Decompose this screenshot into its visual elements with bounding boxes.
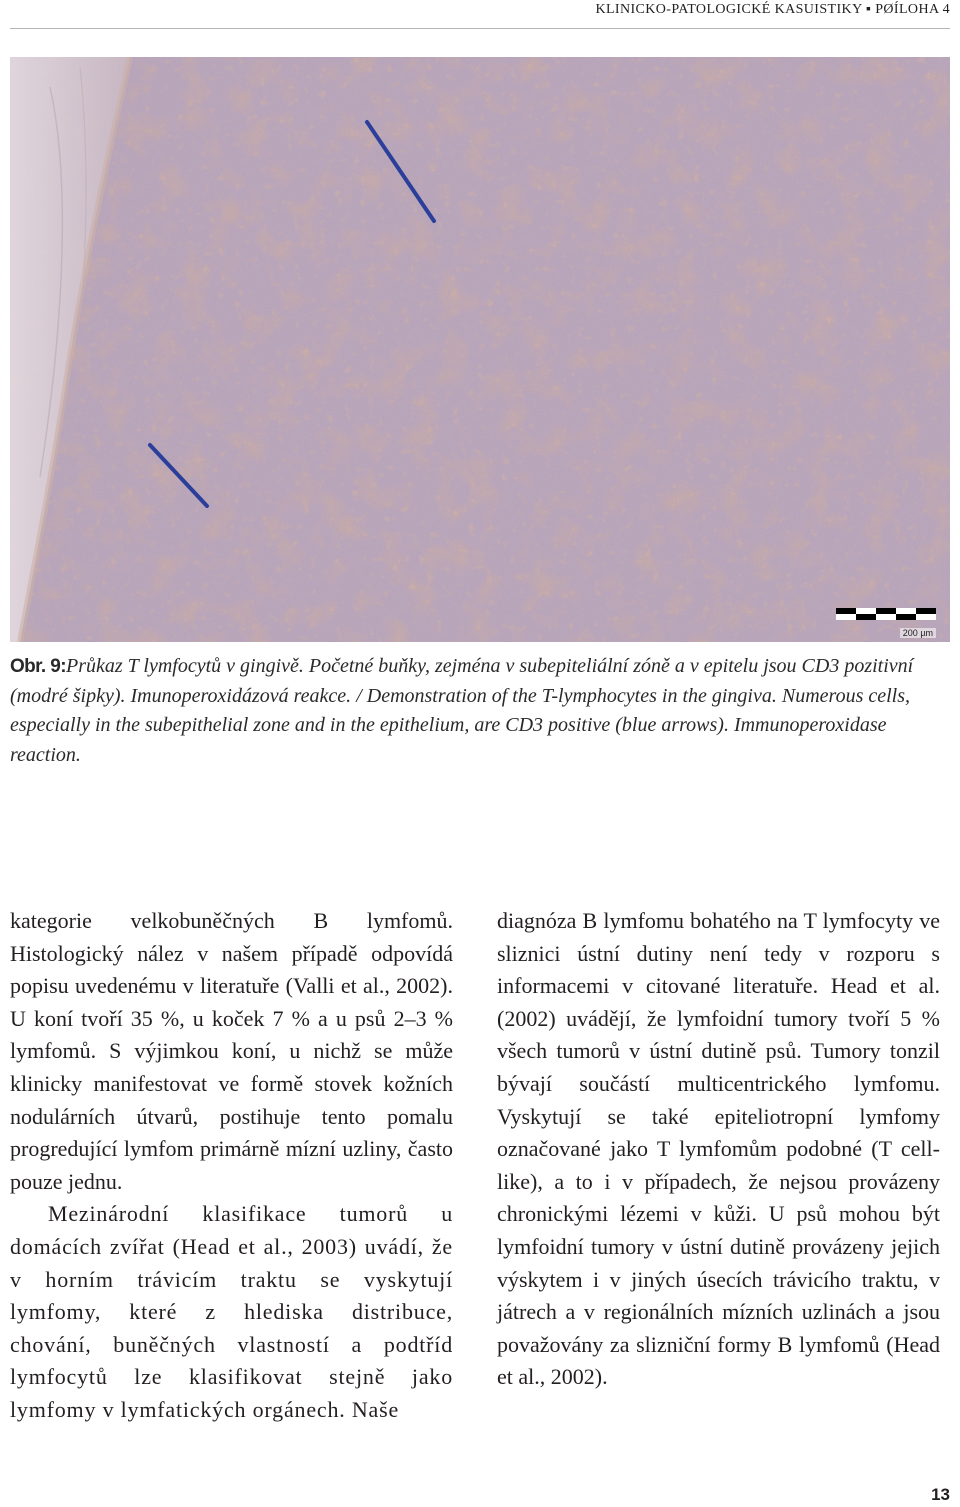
page-number: 13 [931,1485,950,1504]
right-column [497,905,940,1394]
scale-bar-label: 200 µm [900,628,936,638]
right-paragraph-1: diagnóza B lymfomu bohatého na T lymfocyty ve sliznici ústní dutiny není tedy v rozporu s informacemi v citované literatuře. Head et al. (2002) uvádějí, že lymfoidní tumory tvoří 5 % všech tumorů v ústní dutině psů. Tumory tonzil bývají součástí multicentrického lymfomu. Vyskytují se také epiteliotropní lymfomy označované jako T lymfomům podobné (T cell-like), a to i v případech, že nejsou provázeny chronickými lézemi v kůži. U psů mohou být lymfoidní tumory v ústní dutině provázeny jejich výskytem i v jiných úsecích trávicího traktu, v játrech a v regionálních mízních uzlinách a jsou považovány za slizniční formy B lymfomů (Head et al., 2002). [497,908,940,1390]
left-paragraph-1: kategorie velkobuněčných B lymfomů. Histologický nález v našem případě odpovídá popisu uvedenému v literatuře (Valli et al., 2002). U koní tvoří 35 %, u koček 7 % a u psů 2–3 % lymfomů. S výjimkou koní, u nichž se může klinicky manifestovat ve formě stovek kožních nodulárních útvarů, postihuje tento pomalu progredující lymfom primárně mízní uzliny, často pouze jednu. [10,908,453,1194]
scale-bar [836,608,936,620]
micrograph-figure [10,57,950,642]
running-head: KLINICKO-PATOLOGICKÉ KASUISTIKY ▪ PØÍLOHA 4 [595,2,950,17]
caption-separator: / [351,684,367,707]
caption-label: Obr. 9: [10,656,66,677]
caption-english: Demonstration of the T-lymphocytes in the gingiva. Numerous cells, especially in the subepithelial zone and in the epithelium, are CD3 positive (blue arrows). Immunoperoxidase reaction. [10,684,911,766]
figure-caption [10,652,952,770]
caption-czech: Průkaz T lymfocytů v gingivě. Početné buňky, zejména v subepiteliální zóně a v epitelu jsou CD3 pozitivní (modré šipky). Imunoperoxidázová reakce. [10,655,914,707]
histology-micrograph [10,57,950,642]
left-column [10,905,453,1427]
left-paragraph-2: Mezinárodní klasifikace tumorů u domácích zvířat (Head et al., 2003) uvádí, že v horním trávicím traktu se vyskytují lymfomy, které z hlediska distribuce, chování, buněčných vlastností a podtříd lymfocytů lze klasifikovat stejně jako lymfomy v lymfatických orgánech. Naše [10,1201,453,1422]
header-rule [10,28,950,29]
